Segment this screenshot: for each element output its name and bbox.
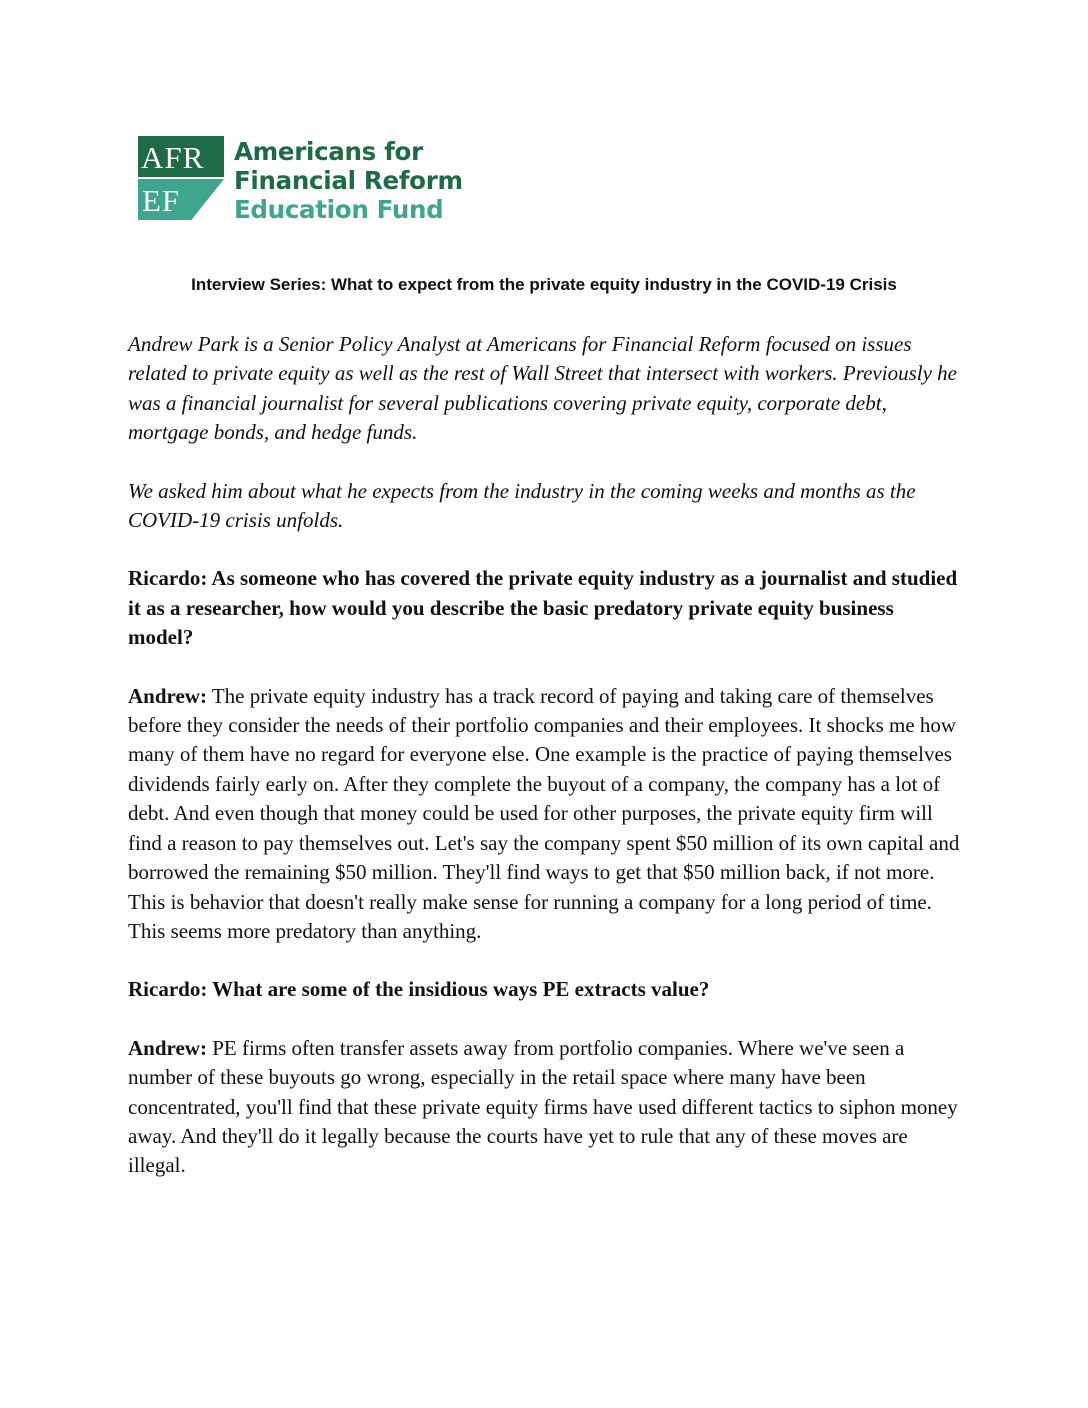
logo-wordmark <box>234 137 463 224</box>
logo-mark-afr: AFR <box>141 140 205 175</box>
logo-line-3: Education Fund <box>234 195 444 224</box>
logo-mark <box>138 136 224 220</box>
logo-line-1: Americans for <box>234 137 423 166</box>
afref-logo <box>138 136 478 224</box>
intro-paragraph-context: We asked him about what he expects from the industry in the coming weeks and months as the COVID-19 crisis unfolds. <box>128 478 916 533</box>
intro-paragraph-bio: Andrew Park is a Senior Policy Analyst at Americans for Financial Reform focused on issues related to private equity as well as the rest of Wall Street that intersect with workers. Previously he was a financial journalist for several publications covering private equity, corporate debt, mortgage bonds, and hedge funds. <box>128 332 957 445</box>
answer-1 <box>128 682 963 947</box>
document-body <box>128 330 963 1210</box>
answer-2-text: PE firms often transfer assets away from portfolio companies. Where we've seen a number of these buyouts go wrong, especially in the retail space where many have been concentrated, you'll find that these private equity firms have used different tactics to siphon money away. And they'll do it legally because the courts have yet to rule that any of these moves are illegal. <box>128 1035 958 1178</box>
answer-2 <box>128 1034 963 1181</box>
logo-line-2: Financial Reform <box>234 166 463 195</box>
logo-mark-ef: EF <box>142 183 181 218</box>
answer-1-speaker: Andrew: <box>128 683 207 708</box>
document-title: Interview Series: What to expect from the private equity industry in the COVID-19 Crisis <box>191 275 897 294</box>
answer-2-speaker: Andrew: <box>128 1035 207 1060</box>
question-2: Ricardo: What are some of the insidious ways PE extracts value? <box>128 977 710 1002</box>
question-1: Ricardo: As someone who has covered the private equity industry as a journalist and studied it as a researcher, how would you describe the basic predatory private equity business model? <box>128 566 958 650</box>
answer-1-text: The private equity industry has a track record of paying and taking care of themselves before they consider the needs of their portfolio companies and their employees. It shocks me how many of them have no regard for everyone else. One example is the practice of paying themselves dividends fairly early on. After they complete the buyout of a company, the company has a lot of debt. And even though that money could be used for other purposes, the private equity firm will find a reason to pay themselves out. Let's say the company spent $50 million of its own capital and borrowed the remaining $50 million. They'll find ways to get that $50 million back, if not more. This is behavior that doesn't really make sense for running a company for a long period of time. This seems more predatory than anything. <box>128 683 960 943</box>
